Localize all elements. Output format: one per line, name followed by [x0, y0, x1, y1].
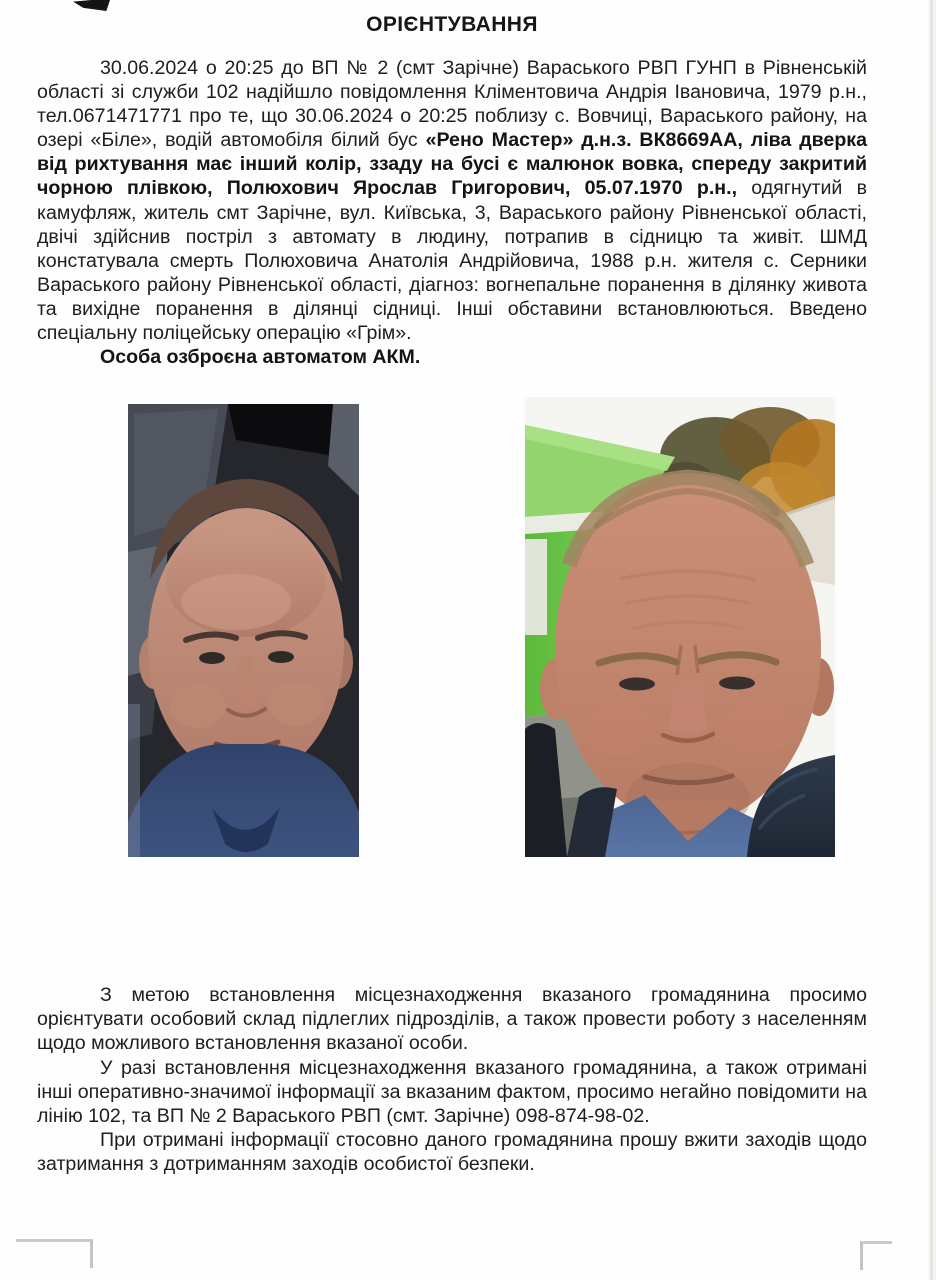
- table-corner-mark-right: [860, 1241, 892, 1270]
- incident-paragraph: [37, 56, 867, 345]
- closing-paragraphs: [37, 983, 867, 1176]
- table-corner-mark-left: [16, 1239, 93, 1268]
- request-paragraph-orientation: З метою встановлення місцезнаходження вказаного громадянина просимо орієнтувати особовий склад підлеглих підрозділів, а також провести роботу з населенням щодо можливого встановлення вказаної особи.: [37, 984, 867, 1055]
- document-body: [37, 0, 867, 1176]
- suspect-photo-left-graphic: [128, 404, 359, 857]
- incident-text-lead: 30.06.2024 о 20:25 до ВП № 2 (смт Зарічне) Вараського РВП ГУНП в Рівненській області зі служби 102 надійшло повідомлення Кліментовича Андрія Івановича, 1979 р.н., тел.0671471771 про те, що 30.06.2024 о 20:25 поблизу с. Вовчиці, Вараського району, на озері «Біле», водій автомобіля білий бус: [37, 57, 867, 152]
- request-paragraph-safety: При отримані інформації стосовно даного громадянина прошу вжити заходів щодо затримання з дотриманням заходів особистої безпеки.: [37, 1128, 867, 1175]
- suspect-photo-right-graphic: [525, 397, 835, 857]
- request-paragraph-report: У разі встановлення місцезнаходження вказаного громадянина, а також отримані інші оперативно-значимої інформації за вказаним фактом, просимо негайно повідомити на лінію 102, та ВП № 2 Вараського РВП (смт. Зарічне) 098-874-98-02.: [37, 1056, 867, 1127]
- suspect-photo-vehicle-interior: [128, 404, 359, 857]
- armed-notice: Особа озброєна автоматом АКМ.: [100, 346, 421, 369]
- suspect-details-bold: «Рено Мастер» д.н.з. ВК8669АА, ліва дверка від рихтування має інший колір, ззаду на бусі є малюнок вовка, спереду закритий чорною плівкою, Полюхович Ярослав Григорович, 05.07.1970 р.н.,: [37, 129, 867, 200]
- page-edge-shadow: [928, 0, 936, 1280]
- suspect-photos-row: [37, 397, 867, 857]
- page-title: ОРІЄНТУВАННЯ: [366, 13, 538, 36]
- incident-text-tail: одягнутий в камуфляж, житель смт Зарічне, вул. Київська, 3, Вараського району Рівненської області, двічі здійснив постріл з автомату в людину, потрапив в сідницю та живіт. ШМД констатувала смерть Полюховича Анатолія Андрійовича, 1988 р.н. жителя с. Серники Вараського району Рівненської області, діагноз: вогнепальне поранення в ділянку живота та вихідне поранення в ділянці сідниці. Інші обставини встановлюються. Введено спеціальну поліцейську операцію «Грім».: [37, 177, 868, 345]
- suspect-photo-outdoors: [525, 397, 835, 857]
